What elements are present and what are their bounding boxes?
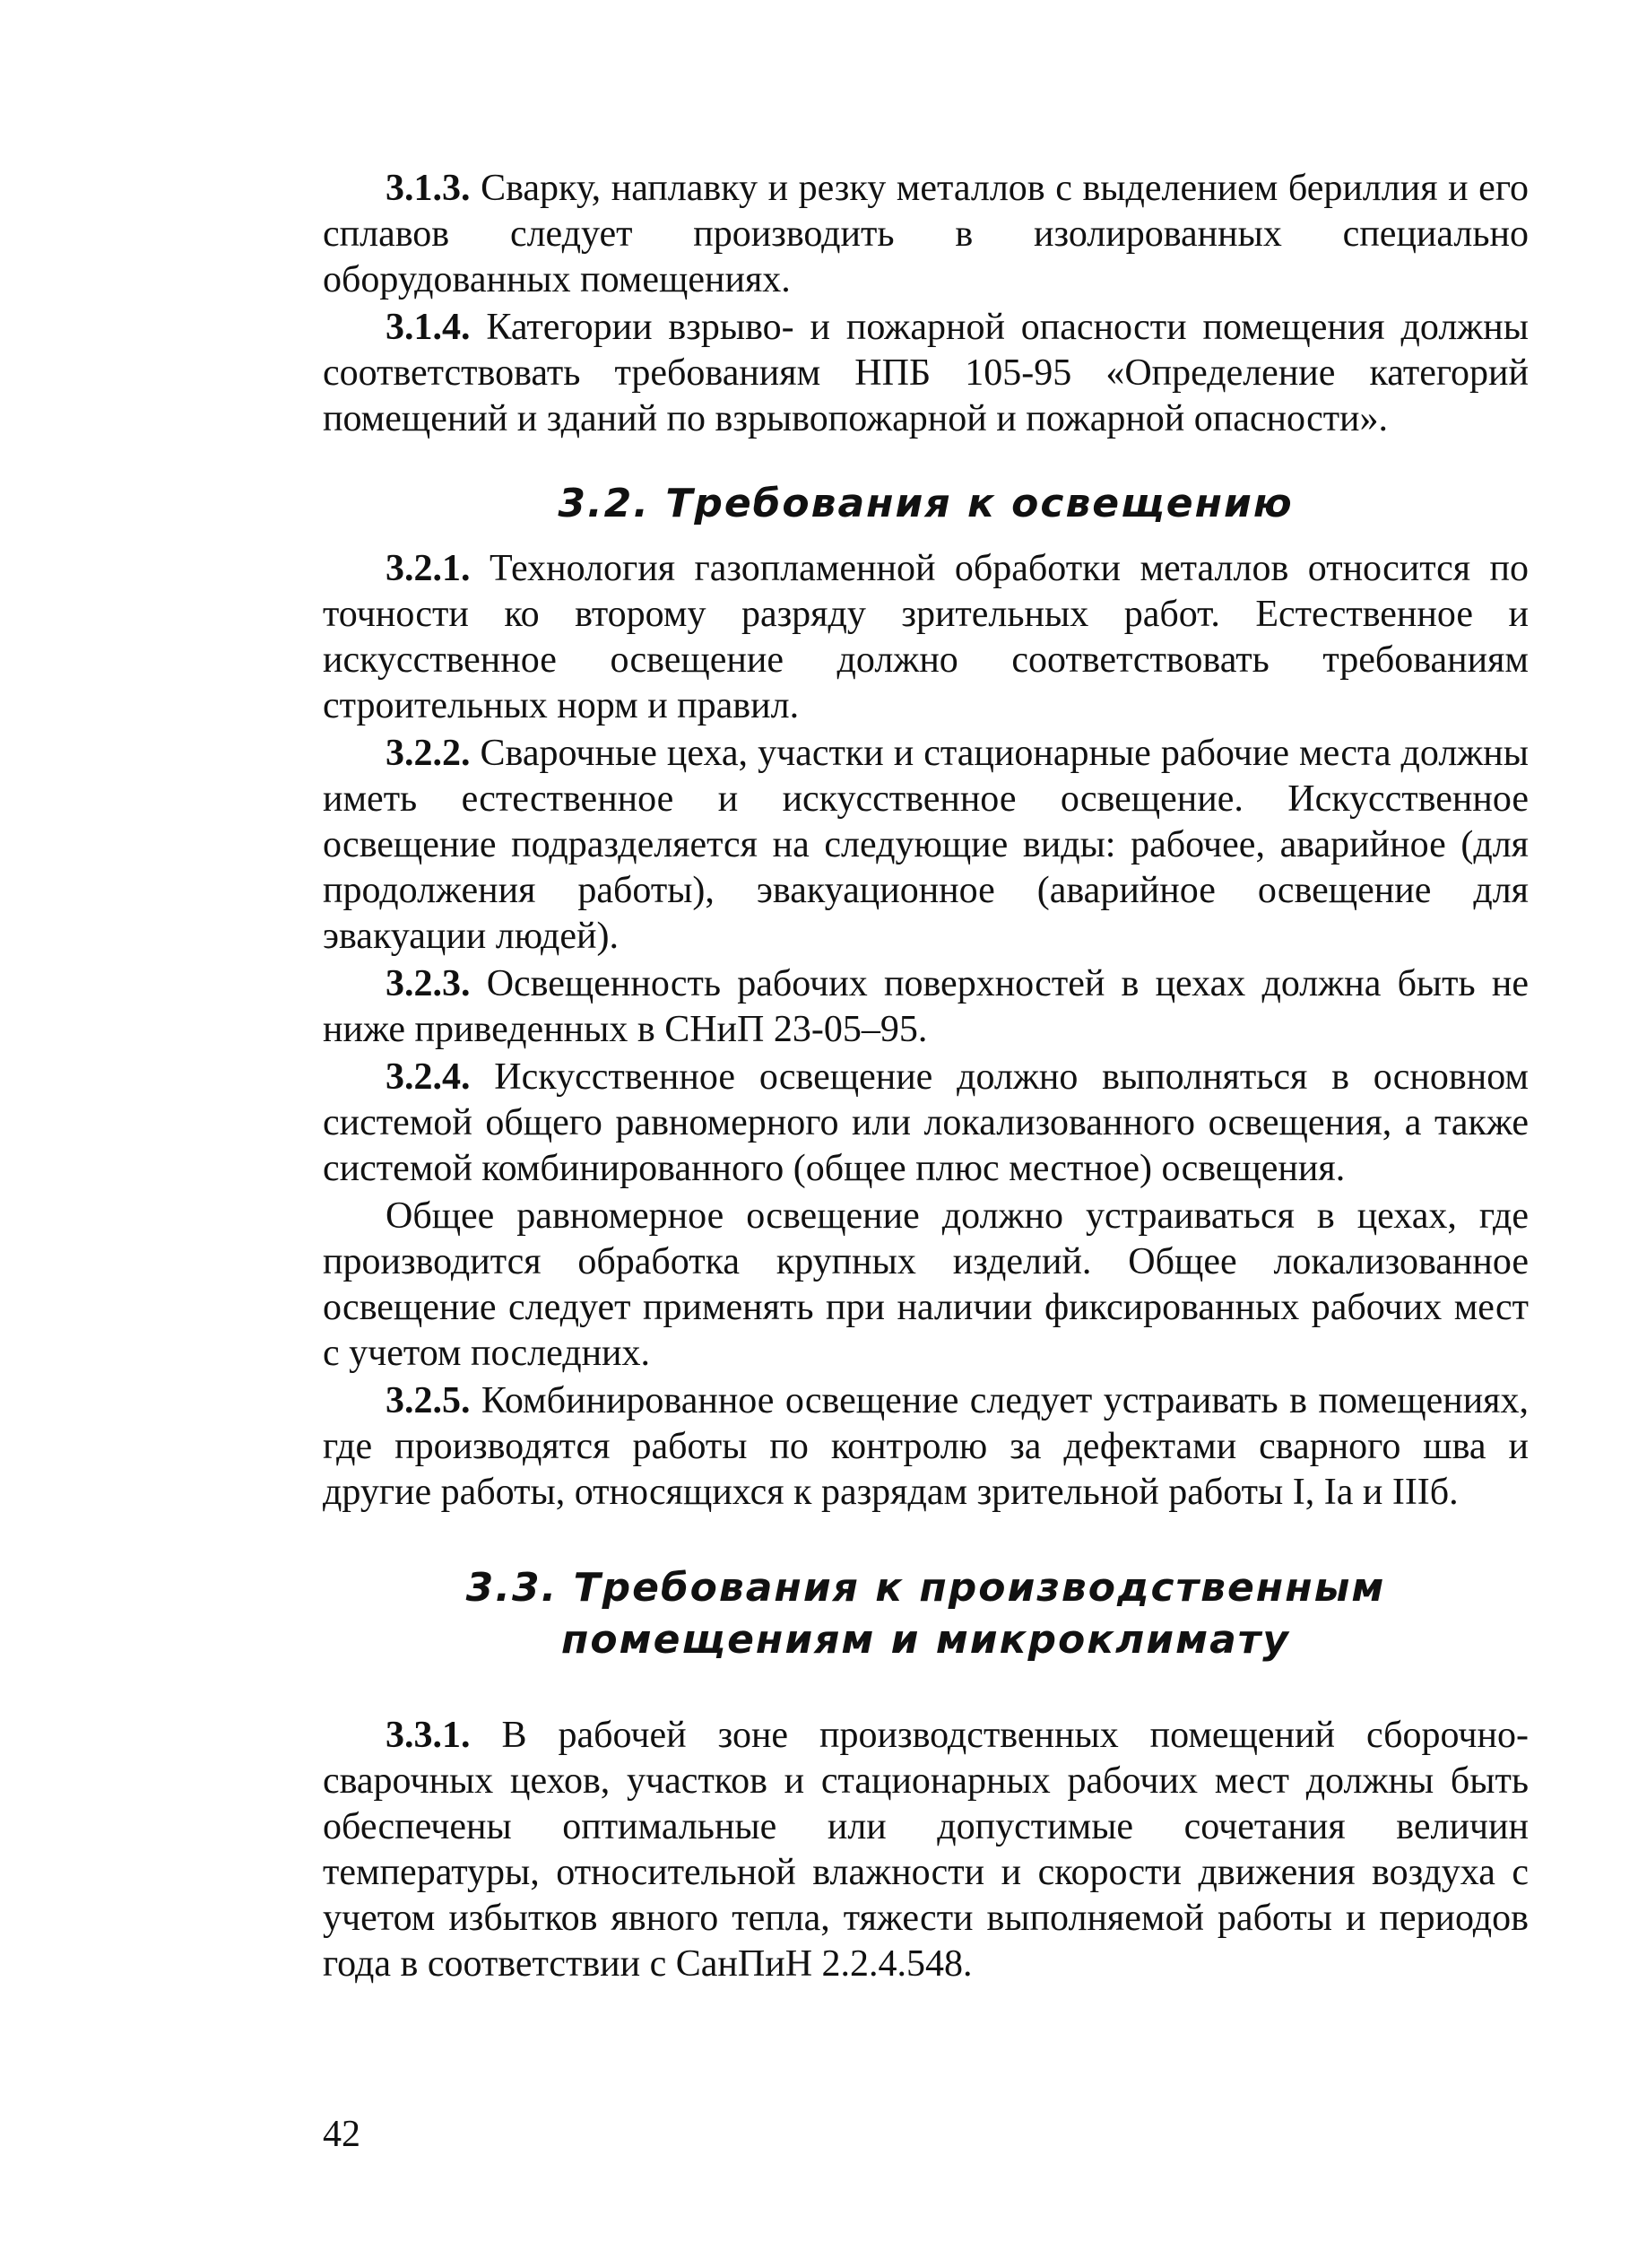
clause-number: 3.1.4. (386, 307, 471, 348)
paragraph-3-2-5 (323, 1378, 1529, 1516)
paragraph-3-2-4 (323, 1055, 1529, 1192)
section-heading-3-2: 3.2. Требования к освещению (558, 481, 1294, 526)
clause-text: Искусственное освещение должно выполняться в основном системой общего равномерного или локализованного освещения, а также системой комбинированного (общее плюс местное) освещения. (323, 1056, 1529, 1189)
clause-text: В рабочей зоне производственных помещений сборочно-сварочных цехов, участков и стационарных рабочих мест должны быть обеспечены оптимальные или допустимые сочетания величин температуры, относительной влажности и скорости движения воздуха с учетом избытков явного тепла, тяжести выполняемой работы и периодов года в соответствии с СанПиН 2.2.4.548. (323, 1715, 1529, 1985)
clause-text: Сварочные цеха, участки и стационарные рабочие места должны иметь естественное и искусственное освещение. Искусственное освещение подразделяется на следующие виды: рабочее, аварийное (для продолжения работы), эвакуационное (аварийное освещение для эвакуации людей). (323, 733, 1529, 957)
paragraph-3-3-1 (323, 1713, 1529, 1987)
clause-number: 3.1.3. (386, 168, 471, 209)
clause-number: 3.2.4. (386, 1056, 471, 1098)
clause-number: 3.2.5. (386, 1380, 471, 1421)
clause-text: Общее равномерное освещение должно устраиваться в цехах, где производится обработка крупных изделий. Общее локализованное освещение следует применять при наличии фиксированных рабочих мест с учетом последних. (323, 1195, 1529, 1374)
paragraph-3-2-2 (323, 731, 1529, 960)
page-number: 42 (323, 2114, 360, 2155)
clause-number: 3.2.1. (386, 548, 471, 589)
clause-text: Комбинированное освещение следует устраивать в помещениях, где производятся работы по контролю за дефектами сварного шва и другие работы, относящихся к разрядам зрительной работы I, Iа и IIIб. (323, 1380, 1529, 1513)
clause-text: Сварку, наплавку и резку металлов с выделением бериллия и его сплавов следует производить в изолированных специально оборудованных помещениях. (323, 168, 1529, 300)
clause-number: 3.2.2. (386, 733, 471, 774)
clause-text: Освещенность рабочих поверхностей в цехах должна быть не ниже приведенных в СНиП 23-05–95. (323, 963, 1529, 1050)
clause-text: Технология газопламенной обработки металлов относится по точности ко второму разряду зрительных работ. Естественное и искусственное освещение должно соответствовать требованиям строительных норм и правил. (323, 548, 1529, 726)
section-heading-3-3 (323, 1562, 1529, 1666)
heading-line-2: помещениям и микроклимату (561, 1617, 1290, 1663)
clause-number: 3.2.3. (386, 963, 471, 1004)
clause-number: 3.3.1. (386, 1715, 471, 1756)
paragraph-3-1-4 (323, 305, 1529, 442)
page-body (323, 166, 1529, 1989)
paragraph-3-1-3 (323, 166, 1529, 303)
clause-text: Категории взрыво- и пожарной опасности помещения должны соответствовать требованиям НПБ 105-95 «Определение категорий помещений и зданий по взрывопожарной и пожарной опасности». (323, 307, 1529, 439)
paragraph-3-2-1 (323, 546, 1529, 729)
paragraph-3-2-4-continued (323, 1194, 1529, 1377)
paragraph-3-2-3 (323, 961, 1529, 1053)
heading-line-1: 3.3. Требования к производственным (465, 1565, 1386, 1611)
